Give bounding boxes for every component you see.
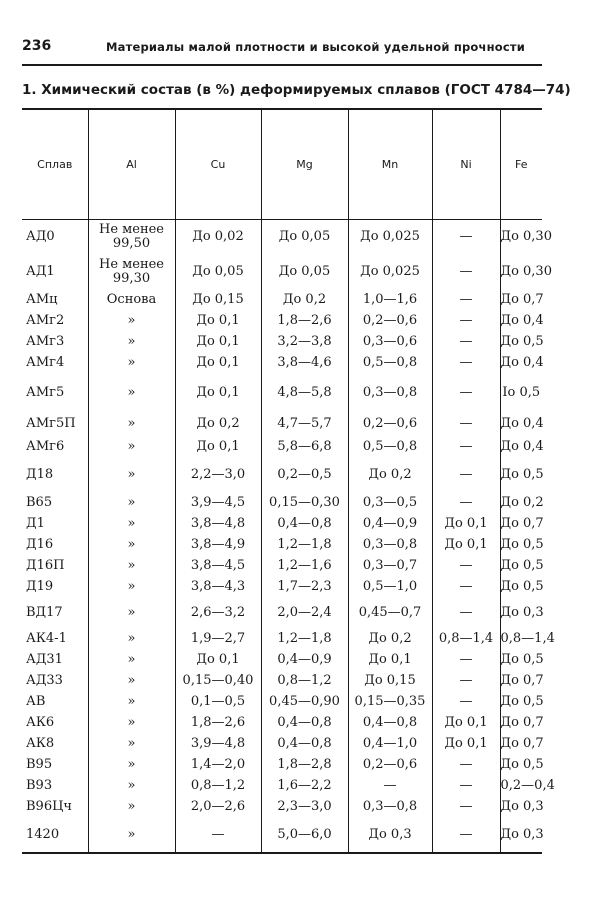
cell-cu: До 0,1 — [175, 331, 261, 352]
cell-ni: — — [432, 649, 500, 670]
cell-mn: 0,5—0,8 — [348, 436, 432, 457]
cell-mg: 0,4—0,8 — [261, 513, 348, 534]
cell-ni: До 0,1 — [432, 712, 500, 733]
cell-cu: 2,6—3,2 — [175, 597, 261, 628]
cell-alloy: Д18 — [26, 467, 54, 482]
cell-mn: 0,15—0,35 — [348, 691, 432, 712]
cell-alloy: 1420 — [22, 817, 88, 853]
cell-mg: 0,2—0,5 — [261, 457, 348, 492]
cell-alloy: АК8 — [26, 736, 55, 751]
cell-mn: 0,5—0,8 — [348, 352, 432, 373]
cell-mg: 0,45—0,90 — [261, 691, 348, 712]
cell-al: » — [88, 331, 175, 352]
cell-mg: 0,4—0,9 — [261, 649, 348, 670]
table-row — [22, 670, 542, 691]
cell-cu: До 0,02 — [175, 219, 261, 254]
cell-fe: До 0,7 — [500, 289, 542, 310]
cell-alloy: АД1 — [26, 264, 55, 279]
cell-cu: До 0,2 — [175, 411, 261, 436]
cell-ni: — — [432, 555, 500, 576]
cell-ni: — — [432, 373, 500, 411]
cell-ni: До 0,1 — [432, 513, 500, 534]
cell-al-line: Не менее — [98, 221, 165, 237]
cell-cu: До 0,1 — [175, 373, 261, 411]
cell-alloy: АМг4 — [26, 355, 65, 370]
table-row — [22, 555, 542, 576]
table-row — [22, 597, 542, 628]
cell-alloy: В95 — [26, 757, 53, 772]
cell-alloy: АМг5 — [26, 384, 65, 400]
cell-ni: До 0,1 — [432, 534, 500, 555]
cell-mg: 0,15—0,30 — [261, 492, 348, 513]
column-header-fe: Fe — [500, 109, 542, 219]
table-row — [22, 411, 542, 436]
cell-al: » — [88, 436, 175, 457]
cell-al: » — [88, 411, 175, 436]
composition-table — [22, 108, 555, 854]
cell-mg: 5,8—6,8 — [261, 436, 348, 457]
cell-cu: 3,8—4,8 — [175, 513, 261, 534]
cell-mg: 1,7—2,3 — [261, 576, 348, 597]
cell-cu: — — [175, 817, 261, 853]
cell-ni: — — [432, 775, 500, 796]
table-body — [22, 219, 555, 853]
cell-fe: 0,8—1,4 — [500, 628, 542, 649]
cell-al-line: Не менее — [98, 256, 165, 272]
cell-mg: 0,4—0,8 — [261, 733, 348, 754]
cell-al: » — [88, 817, 175, 853]
cell-alloy: АК6 — [26, 715, 55, 730]
cell-al: » — [88, 373, 175, 411]
cell-ni: 0,8—1,4 — [432, 628, 500, 649]
cell-mn: 0,2—0,6 — [348, 310, 432, 331]
cell-cu: До 0,05 — [175, 254, 261, 289]
cell-ni: — — [432, 331, 500, 352]
page-number: 236 — [22, 38, 52, 54]
table-title: 1. Химический состав (в %) деформируемых сплавов (ГОСТ 4784—74) — [22, 82, 571, 98]
cell-mn: 0,2—0,6 — [348, 411, 432, 436]
cell-ni: — — [432, 436, 500, 457]
cell-al: » — [88, 670, 175, 691]
cell-mn: 0,3—0,6 — [348, 331, 432, 352]
cell-mg: 0,8—1,2 — [261, 670, 348, 691]
cell-mn: До 0,2 — [348, 628, 432, 649]
cell-ni: — — [432, 310, 500, 331]
cell-fe: До 0,4 — [500, 310, 542, 331]
cell-fe: До 0,30 — [500, 219, 542, 254]
table-row — [22, 513, 542, 534]
cell-al: » — [88, 796, 175, 817]
table-row — [22, 373, 542, 411]
cell-mg: До 0,05 — [261, 219, 348, 254]
cell-mn: 0,3—0,8 — [348, 796, 432, 817]
cell-mn: До 0,15 — [348, 670, 432, 691]
cell-fe: 0,2—0,4 — [500, 775, 542, 796]
cell-mn: До 0,1 — [348, 649, 432, 670]
cell-cu: 3,9—4,8 — [175, 733, 261, 754]
cell-cu: 3,8—4,9 — [175, 534, 261, 555]
cell-mn: 0,4—0,9 — [348, 513, 432, 534]
cell-mg: 1,2—1,8 — [261, 628, 348, 649]
cell-mn: 0,4—0,8 — [348, 712, 432, 733]
cell-fe: До 0,3 — [500, 817, 542, 853]
cell-mg: 2,3—3,0 — [261, 796, 348, 817]
table-row — [22, 289, 542, 310]
cell-mn: До 0,025 — [348, 254, 432, 289]
cell-mg: 2,0—2,4 — [261, 597, 348, 628]
cell-cu: 1,8—2,6 — [175, 712, 261, 733]
cell-mn: 1,0—1,6 — [348, 289, 432, 310]
cell-al: » — [88, 457, 175, 492]
table-row — [22, 754, 542, 775]
cell-mn: 0,3—0,5 — [348, 492, 432, 513]
cell-cu: 3,8—4,3 — [175, 576, 261, 597]
column-header-mn: Mn — [348, 109, 432, 219]
cell-fe: До 0,5 — [500, 649, 542, 670]
cell-alloy: АМг5П — [26, 416, 76, 431]
cell-ni: — — [432, 411, 500, 436]
cell-alloy: АМг6 — [26, 439, 65, 454]
cell-ni: — — [432, 597, 500, 628]
column-header-ni: Ni — [432, 109, 500, 219]
cell-alloy: АМц — [26, 292, 58, 307]
table-row — [22, 352, 542, 373]
cell-mg: 4,8—5,8 — [261, 373, 348, 411]
cell-al — [88, 254, 175, 289]
cell-cu: 0,15—0,40 — [175, 670, 261, 691]
header-rule — [22, 64, 542, 66]
cell-mn: До 0,3 — [348, 817, 432, 853]
cell-cu: До 0,1 — [175, 352, 261, 373]
cell-mg: 1,8—2,6 — [261, 310, 348, 331]
cell-fe: До 0,5 — [500, 555, 542, 576]
cell-fe: До 0,7 — [500, 513, 542, 534]
column-header-alloy: Сплав — [22, 109, 88, 219]
cell-alloy: Д19 — [26, 579, 54, 594]
cell-al-line: 99,30 — [112, 270, 151, 286]
cell-al: » — [88, 628, 175, 649]
cell-al: » — [88, 534, 175, 555]
cell-fe: До 0,30 — [500, 254, 542, 289]
cell-alloy: АВ — [26, 694, 46, 709]
cell-cu: 0,8—1,2 — [175, 775, 261, 796]
cell-mg: До 0,2 — [261, 289, 348, 310]
cell-alloy: АК4-1 — [26, 631, 67, 646]
cell-fe: До 0,5 — [500, 576, 542, 597]
cell-fe: До 0,2 — [500, 492, 542, 513]
cell-cu: До 0,1 — [175, 310, 261, 331]
cell-alloy: В65 — [26, 495, 53, 510]
cell-al-line: 99,50 — [112, 235, 151, 251]
cell-cu: 3,8—4,5 — [175, 555, 261, 576]
cell-al: » — [88, 712, 175, 733]
cell-fe: До 0,7 — [500, 712, 542, 733]
cell-cu: 1,4—2,0 — [175, 754, 261, 775]
cell-fe: До 0,3 — [500, 597, 542, 628]
cell-fe: До 0,4 — [500, 411, 542, 436]
cell-al: » — [88, 775, 175, 796]
cell-mn: 0,3—0,8 — [348, 373, 432, 411]
cell-ni: — — [432, 254, 500, 289]
cell-fe: До 0,7 — [500, 733, 542, 754]
cell-al: » — [88, 555, 175, 576]
cell-cu: 3,9—4,5 — [175, 492, 261, 513]
cell-fe: До 0,5 — [500, 534, 542, 555]
cell-al: » — [88, 576, 175, 597]
table-row — [22, 649, 542, 670]
cell-alloy: Д16П — [26, 558, 65, 573]
table-row — [22, 576, 542, 597]
cell-mn: 0,3—0,8 — [348, 534, 432, 555]
cell-alloy: АД0 — [26, 229, 55, 245]
cell-mg: 1,6—2,2 — [261, 775, 348, 796]
cell-cu: 0,1—0,5 — [175, 691, 261, 712]
cell-al: » — [88, 691, 175, 712]
cell-mg: 1,2—1,8 — [261, 534, 348, 555]
table-header-row — [22, 109, 542, 219]
table-row — [22, 219, 542, 254]
cell-ni: — — [432, 576, 500, 597]
cell-mn: 0,5—1,0 — [348, 576, 432, 597]
table-row — [22, 775, 542, 796]
cell-mg: 1,8—2,8 — [261, 754, 348, 775]
column-header-mg: Mg — [261, 109, 348, 219]
table-row — [22, 310, 542, 331]
cell-cu: До 0,15 — [175, 289, 261, 310]
cell-ni: — — [432, 457, 500, 492]
cell-alloy: В93 — [26, 778, 53, 793]
cell-fe: До 0,5 — [500, 691, 542, 712]
cell-fe: Io 0,5 — [500, 373, 542, 411]
cell-mg: 1,2—1,6 — [261, 555, 348, 576]
cell-alloy: Д1 — [26, 516, 45, 531]
cell-ni: — — [432, 289, 500, 310]
cell-mg: 4,7—5,7 — [261, 411, 348, 436]
cell-fe: До 0,5 — [500, 457, 542, 492]
running-head: Материалы малой плотности и высокой удельной прочности — [106, 40, 525, 54]
table-row — [22, 796, 542, 817]
cell-mg: До 0,05 — [261, 254, 348, 289]
cell-alloy: Д16 — [26, 537, 54, 552]
cell-fe: До 0,5 — [500, 754, 542, 775]
table-row — [22, 254, 542, 289]
table-row — [22, 436, 542, 457]
cell-fe: До 0,4 — [500, 436, 542, 457]
table-row — [22, 331, 542, 352]
cell-ni: — — [432, 754, 500, 775]
cell-fe: До 0,3 — [500, 796, 542, 817]
cell-alloy: В96Цч — [26, 799, 73, 814]
cell-mn: До 0,2 — [348, 457, 432, 492]
cell-ni: — — [432, 352, 500, 373]
cell-ni: — — [432, 691, 500, 712]
cell-alloy: ВД17 — [26, 605, 63, 620]
table-row — [22, 817, 542, 853]
cell-fe: До 0,4 — [500, 352, 542, 373]
cell-fe: До 0,7 — [500, 670, 542, 691]
table-row — [22, 492, 542, 513]
table-row — [22, 691, 542, 712]
cell-alloy: АД33 — [26, 673, 63, 688]
cell-mn: 0,4—1,0 — [348, 733, 432, 754]
cell-ni: — — [432, 219, 500, 254]
cell-cu: До 0,1 — [175, 436, 261, 457]
cell-mn: До 0,025 — [348, 219, 432, 254]
cell-al: » — [88, 733, 175, 754]
cell-mg: 0,4—0,8 — [261, 712, 348, 733]
cell-mn: 0,2—0,6 — [348, 754, 432, 775]
cell-mg: 3,2—3,8 — [261, 331, 348, 352]
column-header-al: Al — [88, 109, 175, 219]
cell-al: » — [88, 492, 175, 513]
column-header-cu: Cu — [175, 109, 261, 219]
cell-ni: — — [432, 817, 500, 853]
cell-ni: — — [432, 796, 500, 817]
table-row — [22, 733, 542, 754]
cell-alloy: АД31 — [26, 652, 63, 667]
table-row — [22, 628, 542, 649]
cell-cu: 2,2—3,0 — [175, 457, 261, 492]
cell-al: Основа — [88, 289, 175, 310]
table-row — [22, 712, 542, 733]
cell-cu: 2,0—2,6 — [175, 796, 261, 817]
page-header — [22, 38, 542, 64]
cell-al: » — [88, 649, 175, 670]
cell-al: » — [88, 754, 175, 775]
cell-ni: До 0,1 — [432, 733, 500, 754]
cell-mn: — — [348, 775, 432, 796]
cell-al — [88, 219, 175, 254]
cell-ni: — — [432, 492, 500, 513]
cell-ni: — — [432, 670, 500, 691]
cell-al: » — [88, 597, 175, 628]
cell-mg: 5,0—6,0 — [261, 817, 348, 853]
cell-mg: 3,8—4,6 — [261, 352, 348, 373]
cell-mn: 0,45—0,7 — [348, 597, 432, 628]
cell-fe: До 0,5 — [500, 331, 542, 352]
cell-al: » — [88, 513, 175, 534]
cell-al: » — [88, 352, 175, 373]
cell-cu: До 0,1 — [175, 649, 261, 670]
cell-alloy: АМг3 — [26, 334, 65, 349]
cell-alloy: АМг2 — [26, 313, 65, 328]
table-row — [22, 534, 542, 555]
cell-mn: 0,3—0,7 — [348, 555, 432, 576]
cell-al: » — [88, 310, 175, 331]
table-row — [22, 457, 542, 492]
cell-cu: 1,9—2,7 — [175, 628, 261, 649]
